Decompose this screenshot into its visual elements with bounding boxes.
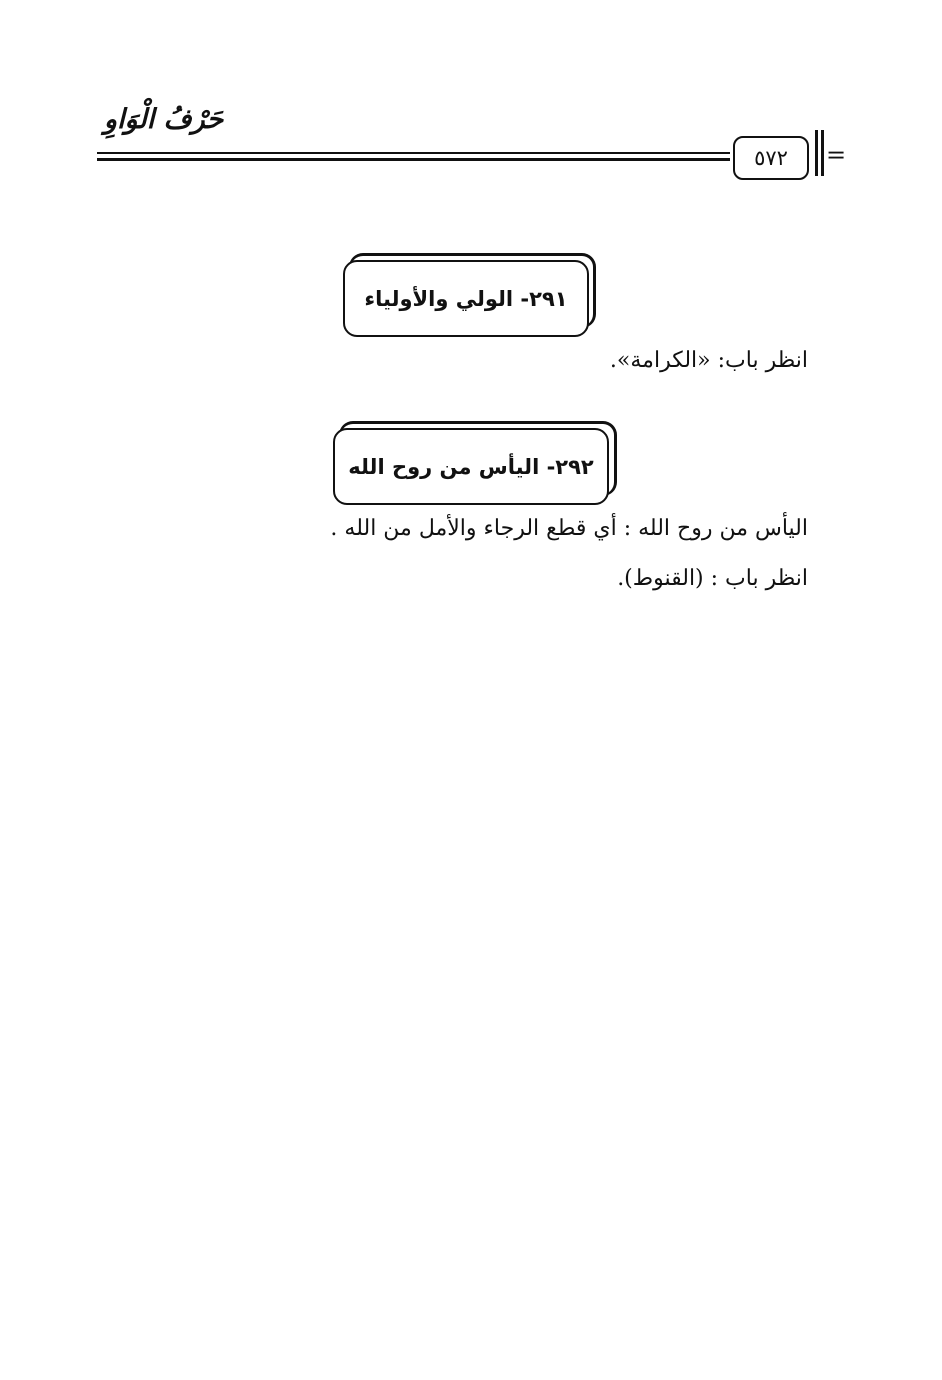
page-number-bar — [815, 130, 818, 176]
chapter-title: حَرْفُ الْوَاوِ — [104, 104, 224, 135]
page-number-bar — [821, 130, 824, 176]
entry-text-line: انظر باب: «الكرامة». — [609, 348, 808, 373]
entry-text-line: اليأس من روح الله : أي قطع الرجاء والأمل من الله . — [330, 516, 808, 541]
entry-heading-box — [343, 260, 589, 337]
entry-heading: ٢٩١- الولي والأولياء — [364, 286, 568, 311]
page-number: ٥٧٢ — [733, 136, 809, 180]
entry-text-line: انظر باب : (القنوط). — [617, 566, 808, 591]
header-rule-thin — [97, 152, 730, 154]
header-rule-thick — [97, 158, 730, 161]
entry-heading-box — [333, 428, 609, 505]
entry-heading: ٢٩٢- اليأس من روح الله — [348, 454, 594, 479]
header-marker: = — [826, 141, 847, 169]
